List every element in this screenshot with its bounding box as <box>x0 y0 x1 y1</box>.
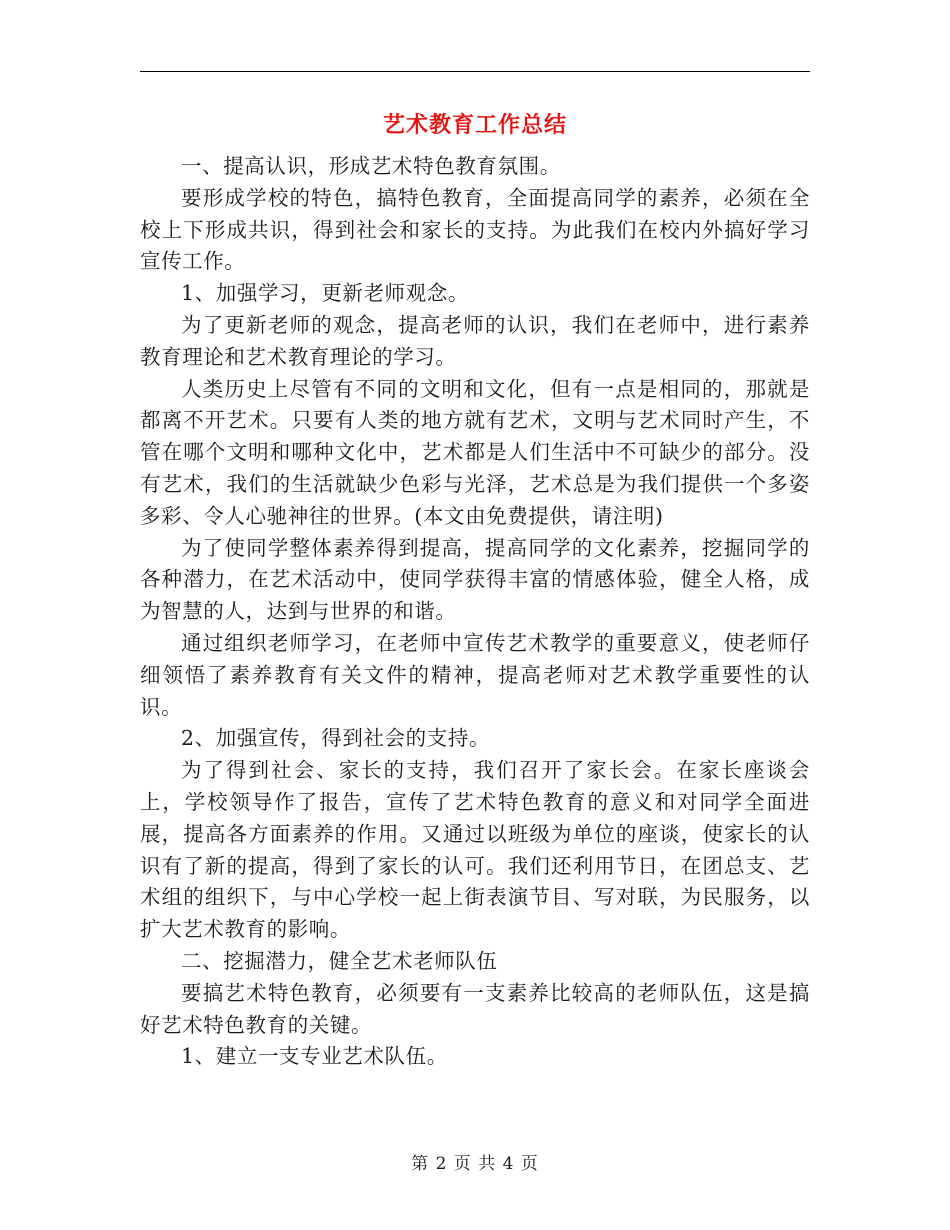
document-body <box>140 151 810 1073</box>
paragraph: 要搞艺术特色教育，必须要有一支素养比较高的老师队伍，这是搞好艺术特色教育的关键。 <box>140 980 810 1037</box>
paragraph: 为了得到社会、家长的支持，我们召开了家长会。在家长座谈会上，学校领导作了报告，宣传了艺术特色教育的意义和对同学全面进展，提高各方面素养的作用。又通过以班级为单位的座谈，使家长的认识有了新的提高，得到了家长的认可。我们还利用节日，在团总支、艺术组的组织下，与中心学校一起上街表演节目、写对联，为民服务，以扩大艺术教育的影响。 <box>140 758 810 942</box>
header-rule <box>140 71 810 72</box>
paragraph: 为了使同学整体素养得到提高，提高同学的文化素养，挖掘同学的各种潜力，在艺术活动中，使同学获得丰富的情感体验，健全人格，成为智慧的人，达到与世界的和谐。 <box>140 535 810 624</box>
paragraph-section-1-heading: 一、提高认识，形成艺术特色教育氛围。 <box>181 154 561 178</box>
paragraph: 为了更新老师的观念，提高老师的认识，我们在老师中，进行素养教育理论和艺术教育理论的学习。 <box>140 312 810 369</box>
paragraph: 通过组织老师学习，在老师中宣传艺术教学的重要意义，使老师仔细领悟了素养教育有关文件的精神，提高老师对艺术教学重要性的认识。 <box>140 630 810 719</box>
paragraph: 人类历史上尽管有不同的文明和文化，但有一点是相同的，那就是都离不开艺术。只要有人类的地方就有艺术，文明与艺术同时产生，不管在哪个文明和哪种文化中，艺术都是人们生活中不可缺少的部分。没有艺术，我们的生活就缺少色彩与光泽，艺术总是为我们提供一个多姿多彩、令人心驰神往的世界。(本文由免费提供，请注明) <box>140 376 810 528</box>
document-title: 艺术教育工作总结 <box>382 112 567 138</box>
paragraph-subheading: 1、加强学习，更新老师观念。 <box>181 281 469 306</box>
paragraph-subheading: 1、建立一支专业艺术队伍。 <box>181 1044 448 1069</box>
page-number-footer: 第 2 页 共 4 页 <box>411 1154 539 1174</box>
paragraph-subheading: 2、加强宣传，得到社会的支持。 <box>181 726 491 751</box>
paragraph-section-2-heading: 二、挖掘潜力，健全艺术老师队伍 <box>181 948 498 973</box>
paragraph: 要形成学校的特色，搞特色教育，全面提高同学的素养，必须在全校上下形成共识，得到社会和家长的支持。为此我们在校内外搞好学习宣传工作。 <box>140 185 810 274</box>
